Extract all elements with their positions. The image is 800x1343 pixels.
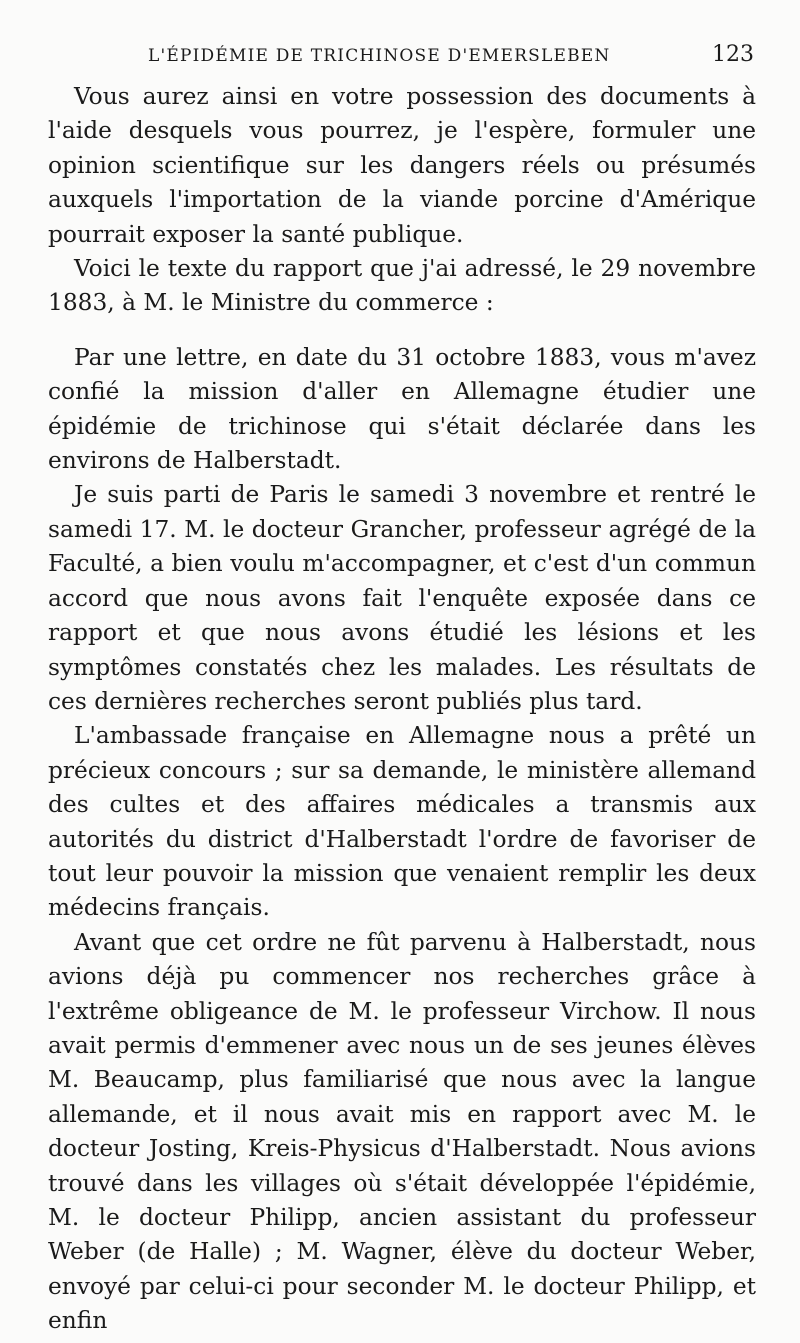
page-header [48, 42, 756, 72]
page-number: 123 [712, 42, 754, 67]
paragraph: L'ambassade française en Allemagne nous a prêté un précieux concours ; sur sa demande, le ministère allemand des cultes et des affaires médicales a transmis aux autorités du district d'Halberstadt l'ordre de favoriser de tout leur pouvoir la mission que venaient remplir les deux médecins français. [48, 722, 756, 922]
body-text [48, 80, 756, 1339]
paragraph: Avant que cet ordre ne fût parvenu à Halberstadt, nous avions déjà pu commencer nos recherches grâce à l'extrême obligeance de M. le professeur Virchow. Il nous avait permis d'emmener avec nous un de ses jeunes élèves M. Beaucamp, plus familiarisé que nous avec la langue allemande, et il nous avait mis en rapport avec M. le docteur Josting, Kreis-Physicus d'Halberstadt. Nous avions trouvé dans les villages où s'était développée l'épidémie, M. le docteur Philipp, ancien assistant du professeur Weber (de Halle) ; M. Wagner, élève du docteur Weber, envoyé par celui-ci pour seconder M. le docteur Philipp, et enfin [48, 928, 756, 1335]
paragraph: Par une lettre, en date du 31 octobre 1883, vous m'avez confié la mission d'aller en Allemagne étudier une épidémie de trichinose qui s'était déclarée dans les environs de Halberstadt. [48, 343, 756, 475]
paragraph: Je suis parti de Paris le samedi 3 novembre et rentré le samedi 17. M. le docteur Grancher, professeur agrégé de la Faculté, a bien voulu m'accompagner, et c'est d'un commun accord que nous avons fait l'enquête exposée dans ce rapport et que nous avons étudié les lésions et les symptômes constatés chez les malades. Les résultats de ces dernières recherches seront publiés plus tard. [48, 481, 756, 715]
running-head: L'ÉPIDÉMIE DE TRICHINOSE D'EMERSLEBEN [148, 46, 611, 66]
paragraph: Voici le texte du rapport que j'ai adressé, le 29 novembre 1883, à M. le Ministre du commerce : [48, 255, 756, 317]
paragraph: Vous aurez ainsi en votre possession des documents à l'aide desquels vous pourrez, je l'espère, formuler une opinion scientifique sur les dangers réels ou présumés auxquels l'importation de la viande porcine d'Amérique pourrait exposer la santé publique. [48, 83, 756, 248]
